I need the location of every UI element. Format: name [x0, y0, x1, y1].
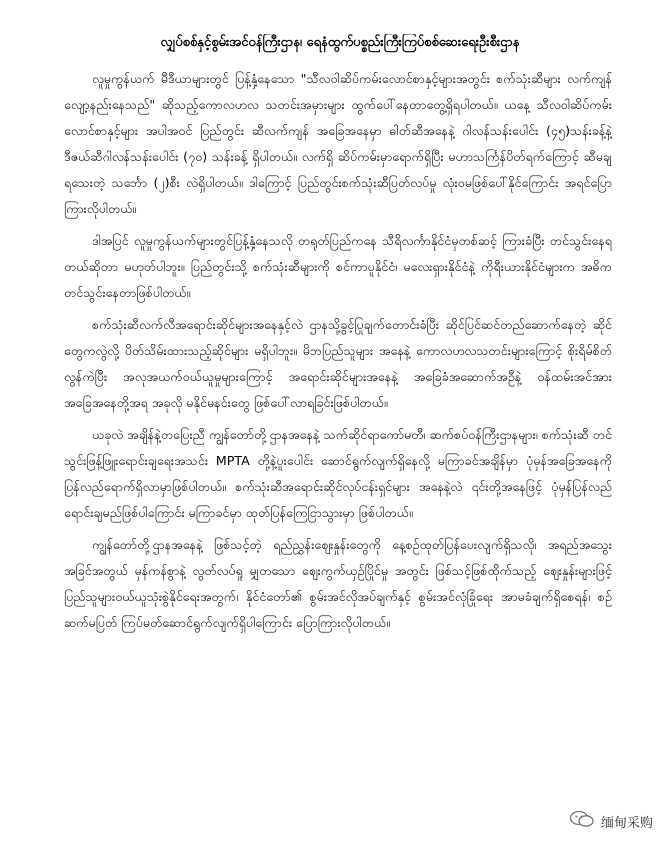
document-title: လျှပ်စစ်နှင့်စွမ်းအင်ဝန်ကြီးဌာန၊ ရေနံထွက်ပစ္စည်းကြီးကြပ်စစ်ဆေးရေးဦးစီးဌာန: [160, 35, 520, 50]
paragraph-2: ဒါအပြင် လူမှုကွန်ယက်များတွင်ပြန့်နှံ့နေသလို တရုတ်ပြည်ကနေ သီရိလင်္ကာနိုင်ငံမှတစ်ဆင့် ကြားခံပြီး တင်သွင်းနေရတယ်ဆိုတာ မဟုတ်ပါဘူး။ ပြည်တွင်းသို့ စက်သုံးဆီများကို စင်ကာပူနိုင်ငံ၊ မလေးရှားနိုင်ငံနဲ့ ကိုရီးယားနိုင်ငံများက အဓိက တင်သွင်းနေတာဖြစ်ပါတယ်။: [64, 233, 612, 300]
paragraph-5: ကျွန်တော်တို့ဌာနအနေနဲ့ ဖြစ်သင့်တဲ့ ရည်ညွှန်းဈေးနှုန်းတွေကို နေ့စဉ်ထုတ်ပြန်ပေးလျက်ရှိသလို၊ အရည်အသွေး အခြင်အတွယ် မှန်ကန်စွာနဲ့ လွတ်လပ်ရှု မျှတသော ဈေးကွက်ယှဉ်ပြိုင်မှု အတွင်း ဖြစ်သင့်ဖြစ်ထိုက်သည့် ဈေးနှုန်းများဖြင့် ပြည်သူများဝယ်ယူသုံးစွဲနိုင်ရေးအတွက်၊ နိုင်ငံတော်၏ စွမ်းအင်လိုအပ်ချက်နှင့် စွမ်းအင်လုံခြုံရေး အာမခံချက်ရှိစေရန်၊ စဉ်ဆက်မပြတ် ကြပ်မတ်ဆောင်ရွက်လျက်ရှိပါကြောင်း ပြောကြားလိုပါတယ်။: [64, 537, 612, 630]
watermark: [569, 810, 653, 832]
watermark-text: 缅甸采购: [600, 815, 653, 831]
paragraph-4: ယခုလဲ အချိန်နဲ့တပြေးညီ ကျွန်တော်တို့ဌာနအနေနဲ့ သက်ဆိုင်ရာကော်မတီ၊ ဆက်စပ်ဝန်ကြီးဌာနများ၊ စက်သုံးဆီ တင်သွင်းဖြန့်ဖြူးရောင်းချရေးအသင်း MPTA တို့နဲ့ပူးပေါင်း ဆောင်ရွက်လျက်ရှိနေလို့ မကြာခင်အချိန်မှာ ပုံမှန်အခြေအနေကို ပြန်လည်ရောက်ရှိလာမှာဖြစ်ပါတယ်။ စက်သုံးဆီအရောင်းဆိုင်လုပ်ငန်းရှင်များ အနေနဲ့လဲ ၎င်းတို့အနေဖြင့် ပုံမှန်ပြန်လည်ရောင်းချမည်ဖြစ်ပါကြောင်း မကြာခင်မှာ ထုတ်ပြန်ကြေငြာသွားမှာ ဖြစ်ပါတယ်။: [64, 427, 612, 520]
paragraph-1: လူမှုကွန်ယက် မီဒီယာများတွင် ပြန့်နှံ့နေသော "သီလဝါဆိပ်ကမ်းလောင်စာနှင့်များအတွင်း စက်သုံးဆီများ လက်ကျန်လျော့နည်းနေသည်" ဆိုသည့်ကောလဟလ သတင်းအမှားများ ထွက်ပေါ်နေတာတွေ့ရှိရပါတယ်။ ယနေ့ သီလဝါဆိပ်ကမ်းလောင်စာနှင့်များ အပါအဝင် ပြည်တွင်း ဆီလက်ကျန် အခြေအနေမှာ ဓါတ်ဆီအနေနဲ့ ဂါလန်သန်းပေါင်း (၄၅)သန်းခန့်နဲ့ ဒီဇယ်ဆီဂါလန်သန်းပေါင်း (၇၀) သန်းခန့် ရှိပါတယ်။ လက်ရှိ ဆိပ်ကမ်းမှာရောက်ရှိပြီး မဟာသင်္ကြန်ပိတ်ရက်ကြောင့် ဆီမချရသေးတဲ့ သင်္ဘော (၂)စီး လဲရှိပါတယ်။ ဒါကြောင့် ပြည်တွင်းစက်သုံးဆီပြတ်လပ်မှု လုံးဝမဖြစ်ပေါ်နိုင်ကြောင်း အရင်ပြောကြားလိုပါတယ်။: [64, 71, 612, 216]
paragraph-3: စက်သုံးဆီလက်လီအရောင်းဆိုင်များအနေနှင့်လဲ ဌာနသို့ခွင့်ပြုချက်တောင်းခံပြီး ဆိုင်ပြင်ဆင်တည်ဆောက်နေတဲ့ ဆိုင်တွေကလွဲလို့ ပိတ်သိမ်းထားသည့်ဆိုင်များ မရှိပါဘူး။ မိဘပြည်သူများ အနေနဲ့ ကောလဟလသတင်းများကြောင့် စိုးရိမ်စိတ်လွန်ကဲပြီး အလုအယက်ဝယ်ယူမှုများကြောင့် အရောင်းဆိုင်များအနေနဲ့ အခြေခံအဆောက်အဦနဲ့ ဝန်ထမ်းအင်အားအခြေအနေတို့အရ အခုလို မနိုင်မနင်းတွေ ဖြစ်ပေါ်လာရခြင်းဖြစ်ပါတယ်။: [64, 317, 612, 410]
wechat-icon: [569, 810, 595, 832]
document-body: [64, 66, 612, 642]
